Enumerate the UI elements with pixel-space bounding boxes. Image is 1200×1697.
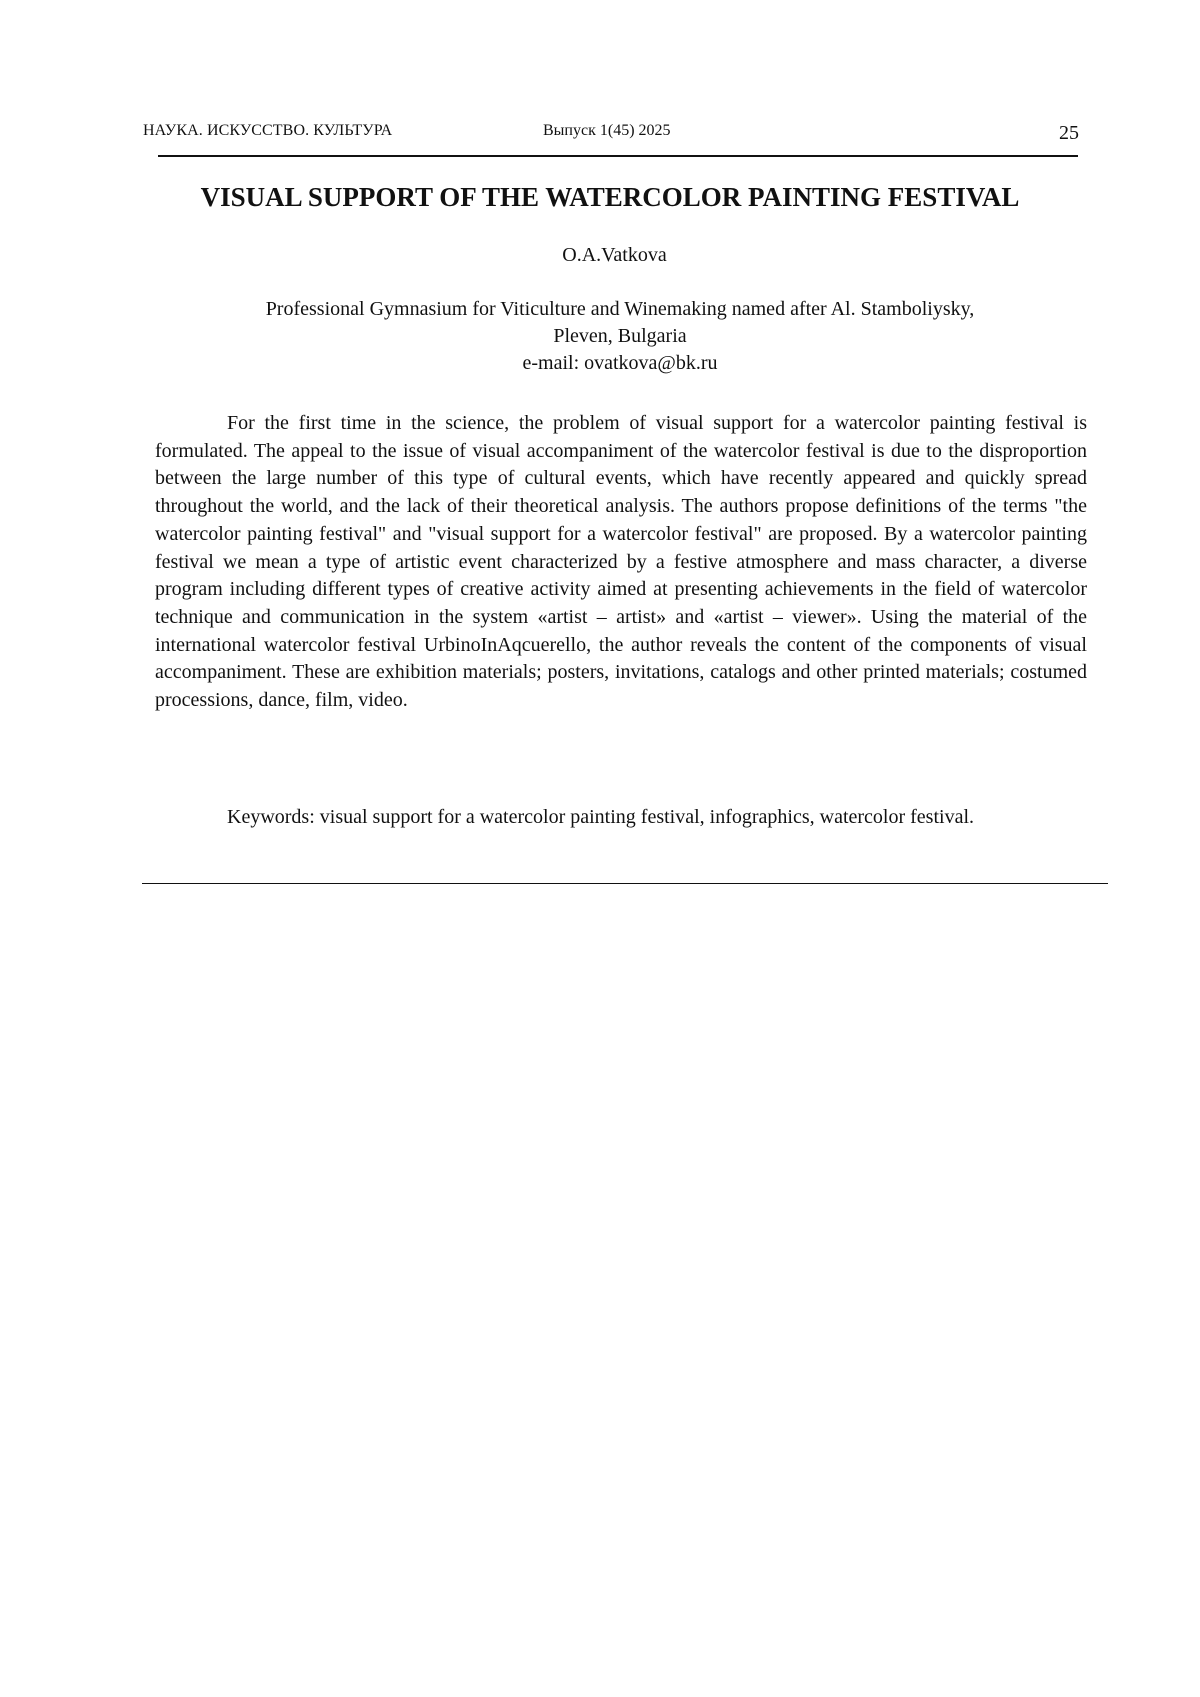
author-email: e-mail: ovatkova@bk.ru xyxy=(522,352,718,374)
issue-label: Выпуск 1(45) 2025 xyxy=(543,122,671,139)
page-number: 25 xyxy=(1059,122,1079,144)
footer-divider xyxy=(142,883,1108,884)
affiliation-line-2: Pleven, Bulgaria xyxy=(553,325,687,347)
author-affiliation xyxy=(180,296,1060,377)
article-title: VISUAL SUPPORT OF THE WATERCOLOR PAINTING FESTIVAL xyxy=(200,182,1020,212)
affiliation-line-1: Professional Gymnasium for Viticulture and Winemaking named after Al. Stamboliysky, xyxy=(265,298,975,320)
author-name: O.A.Vatkova xyxy=(562,244,667,266)
keywords-paragraph: Keywords: visual support for a watercolor painting festival, infographics, watercolor festival. xyxy=(227,806,975,828)
running-header xyxy=(143,120,1087,150)
abstract-paragraph: For the first time in the science, the problem of visual support for a watercolor painting festival is formulated. The appeal to the issue of visual accompaniment of the watercolor festival is due to the disproportion between the large number of this type of cultural events, which have recently appeared and quickly spread throughout the world, and the lack of their theoretical analysis. The authors propose definitions of the terms "the watercolor painting festival" and "visual support for a watercolor festival" are proposed. By a watercolor painting festival we mean a type of artistic event characterized by a festive atmosphere and mass character, a diverse program including different types of creative activity aimed at presenting achievements in the field of watercolor technique and communication in the system «artist – artist» and «artist – viewer». Using the material of the international watercolor festival UrbinoInAqcuerello, the author reveals the content of the components of visual accompaniment. These are exhibition materials; posters, invitations, catalogs and other printed materials; costumed processions, dance, film, video. xyxy=(155,412,1087,712)
header-divider xyxy=(158,155,1078,157)
journal-name: НАУКА. ИСКУССТВО. КУЛЬТУРА xyxy=(143,122,393,139)
